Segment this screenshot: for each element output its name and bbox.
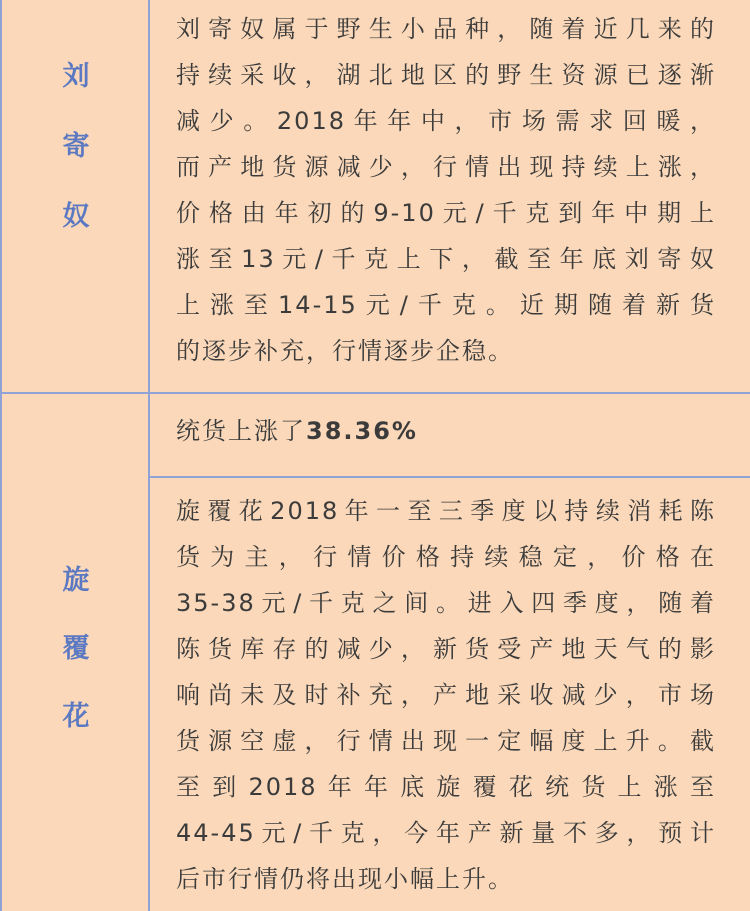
herb-name-char: 奴 [62, 201, 90, 232]
herb-name-char: 覆 [62, 633, 90, 664]
text-line: 货源空虚，行情出现一定幅度上升。截 [176, 727, 716, 755]
table-row [0, 394, 750, 911]
text-line: 涨至13元/千克上下，截至年底刘寄奴 [176, 245, 716, 273]
summary-prefix: 统货上涨了 [176, 417, 306, 445]
table-row [0, 0, 750, 394]
summary-text [176, 408, 716, 454]
herb-name-char: 刘 [62, 61, 90, 92]
text-line: 响尚未及时补充，产地采收减少，市场 [176, 681, 716, 709]
text-line: 至到2018年年底旋覆花统货上涨至 [176, 773, 716, 801]
description-paragraph [176, 488, 716, 902]
text-line: 减少。2018年年中，市场需求回暖， [176, 107, 716, 135]
description-paragraph [176, 6, 716, 374]
herb-name-cell [0, 0, 150, 392]
summary-percentage: 38.36% [306, 417, 418, 445]
text-line: 而产地货源减少，行情出现持续上涨， [176, 153, 716, 181]
description-cell [150, 478, 750, 911]
text-line: 44-45元/千克，今年产新量不多，预计 [176, 819, 716, 847]
herb-name-char: 寄 [62, 131, 90, 162]
text-line: 的逐步补充，行情逐步企稳。 [176, 337, 514, 365]
text-line: 后市行情仍将出现小幅上升。 [176, 865, 514, 893]
text-line: 刘寄奴属于野生小品种，随着近几来的 [176, 15, 716, 43]
herb-name-cell [0, 394, 150, 911]
text-line: 价格由年初的9-10元/千克到年中期上 [176, 199, 716, 227]
text-line: 旋覆花2018年一至三季度以持续消耗陈 [176, 497, 716, 525]
description-cell [150, 0, 750, 392]
text-line: 货为主，行情价格持续稳定，价格在 [176, 543, 716, 571]
text-line: 陈货库存的减少，新货受产地天气的影 [176, 635, 716, 663]
text-line: 上涨至14-15元/千克。近期随着新货 [176, 291, 716, 319]
herb-name-char: 花 [62, 701, 90, 732]
herb-name-char: 旋 [62, 565, 90, 596]
summary-cell [150, 394, 750, 476]
text-line: 35-38元/千克之间。进入四季度，随着 [176, 589, 716, 617]
text-line: 持续采收，湖北地区的野生资源已逐渐 [176, 61, 716, 89]
